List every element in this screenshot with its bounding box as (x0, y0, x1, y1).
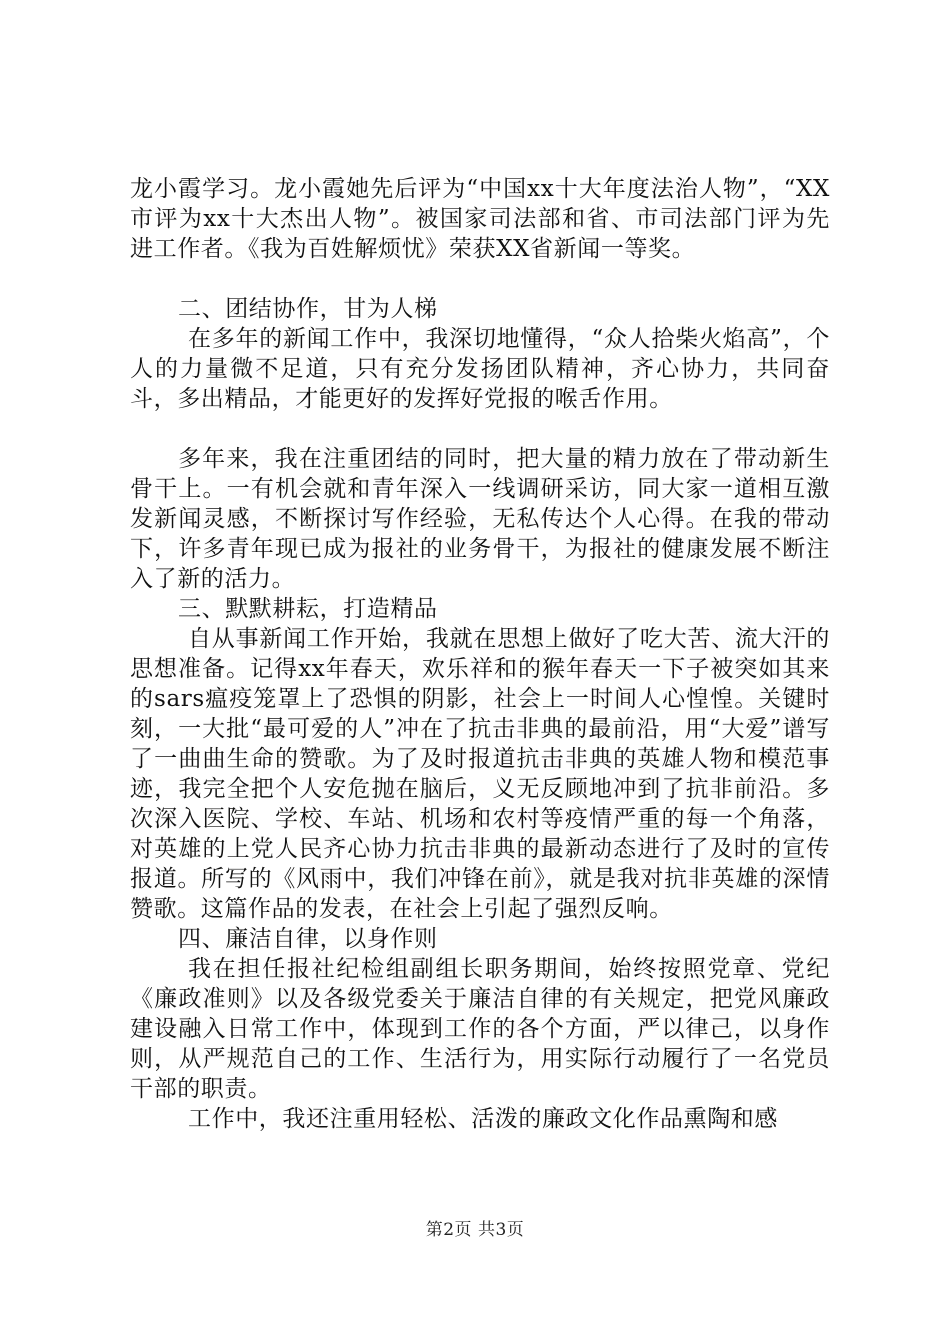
paragraph-2: 在多年的新闻工作中，我深切地懂得，“众人拾柴火焰高”，个人的力量微不足道，只有充分发扬团队精神，齐心协力，共同奋斗，多出精品，才能更好的发挥好党报的喉舌作用。 (130, 326, 830, 412)
paragraph-4: 自从事新闻工作开始，我就在思想上做好了吃大苦、流大汗的思想准备。记得xx年春天，欢乐祥和的猴年春天一下子被突如其来的sars瘟疫笼罩上了恐惧的阴影，社会上一时间人心惶惶。关键时刻，一大批“最可爱的人”冲在了抗击非典的最前沿，用“大爱”谱写了一曲曲生命的赞歌。为了及时报道抗击非典的英雄人物和模范事迹，我完全把个人安危抛在脑后，义无反顾地冲到了抗非前沿。多次深入医院、学校、车站、机场和农村等疫情严重的每一个角落，对英雄的上党人民齐心协力抗击非典的最新动态进行了及时的宣传报道。所写的《风雨中，我们冲锋在前》，就是我对抗非英雄的深情赞歌。这篇作品的发表，在社会上引起了强烈反响。 (130, 626, 830, 922)
section-heading-4: 四、廉洁自律，以身作则 (178, 926, 438, 952)
section-heading-2: 二、团结协作，甘为人梯 (178, 296, 438, 322)
paragraph-1: 龙小霞学习。龙小霞她先后评为“中国xx十大年度法治人物”，“XX市评为xx十大杰出人物”。被国家司法部和省、市司法部门评为先进工作者。《我为百姓解烦忧》荣获XX省新闻一等奖。 (130, 176, 830, 262)
paragraph-6: 工作中，我还注重用轻松、活泼的廉政文化作品熏陶和感 (188, 1106, 778, 1132)
paragraph-5: 我在担任报社纪检组副组长职务期间，始终按照党章、党纪《廉政准则》以及各级党委关于廉洁自律的有关规定，把党风廉政建设融入日常工作中，体现到工作的各个方面，严以律己，以身作则，从严规范自己的工作、生活行为，用实际行动履行了一名党员干部的职责。 (130, 956, 830, 1102)
section-heading-3: 三、默默耕耘，打造精品 (178, 596, 438, 622)
document-body (130, 174, 830, 1134)
paragraph-3: 多年来，我在注重团结的同时，把大量的精力放在了带动新生骨干上。一有机会就和青年深入一线调研采访，同大家一道相互激发新闻灵感，不断探讨写作经验，无私传达个人心得。在我的带动下，许多青年现已成为报社的业务骨干，为报社的健康发展不断注入了新的活力。 (130, 446, 830, 592)
page-footer: 第2页 共3页 (425, 1220, 525, 1240)
